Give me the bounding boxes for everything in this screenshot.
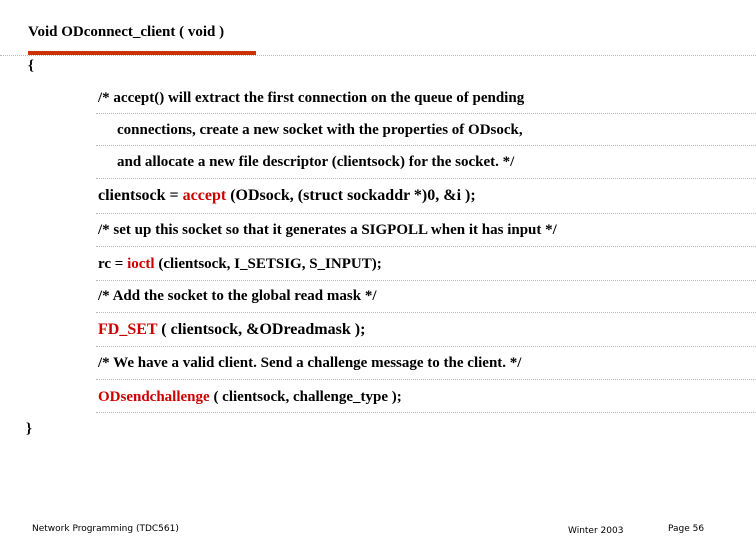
divider-line	[96, 412, 756, 413]
divider-line	[96, 246, 756, 247]
footer-term: Winter 2003	[568, 526, 624, 536]
comment-accept-line3: and allocate a new file descriptor (clientsock) for the socket. */	[117, 154, 515, 170]
accept-args: (ODsock, (struct sockaddr *)0, &i );	[226, 187, 476, 204]
ioctl-prefix: rc =	[98, 256, 128, 272]
ioctl-args: (clientsock, I_SETSIG, S_INPUT);	[154, 256, 382, 272]
sendchallenge-statement	[98, 389, 402, 406]
ioctl-function: ioctl	[127, 256, 155, 272]
open-brace: {	[28, 58, 34, 74]
footer-page-number: Page 56	[668, 524, 705, 534]
fdset-function: FD_SET	[98, 321, 158, 338]
fdset-statement	[98, 321, 365, 339]
divider-line	[96, 178, 756, 179]
sendchallenge-function: ODsendchallenge	[98, 389, 210, 405]
function-signature: Void ODconnect_client ( void )	[28, 24, 225, 40]
divider-line	[96, 145, 756, 146]
footer-course: Network Programming (TDC561)	[32, 524, 179, 534]
divider-line	[96, 346, 756, 347]
accept-function: accept	[182, 187, 227, 204]
comment-accept-line1: /* accept() will extract the first connection on the queue of pending	[98, 90, 525, 106]
comment-accept-line2: connections, create a new socket with the properties of ODsock,	[117, 122, 523, 138]
divider-line	[96, 280, 756, 281]
comment-sigpoll: /* set up this socket so that it generates a SIGPOLL when it has input */	[98, 222, 557, 238]
accept-prefix: clientsock =	[98, 187, 183, 204]
divider-line	[96, 379, 756, 380]
close-brace: }	[26, 421, 32, 437]
divider-line	[96, 113, 756, 114]
divider-line	[96, 312, 756, 313]
comment-read-mask: /* Add the socket to the global read mask */	[98, 288, 377, 304]
divider-line	[96, 213, 756, 214]
sendchallenge-args: ( clientsock, challenge_type );	[209, 389, 402, 405]
divider-line	[0, 55, 756, 56]
comment-valid-client: /* We have a valid client. Send a challenge message to the client. */	[98, 355, 522, 371]
accept-statement	[98, 187, 476, 205]
fdset-args: ( clientsock, &ODreadmask );	[157, 321, 366, 338]
ioctl-statement	[98, 256, 382, 273]
